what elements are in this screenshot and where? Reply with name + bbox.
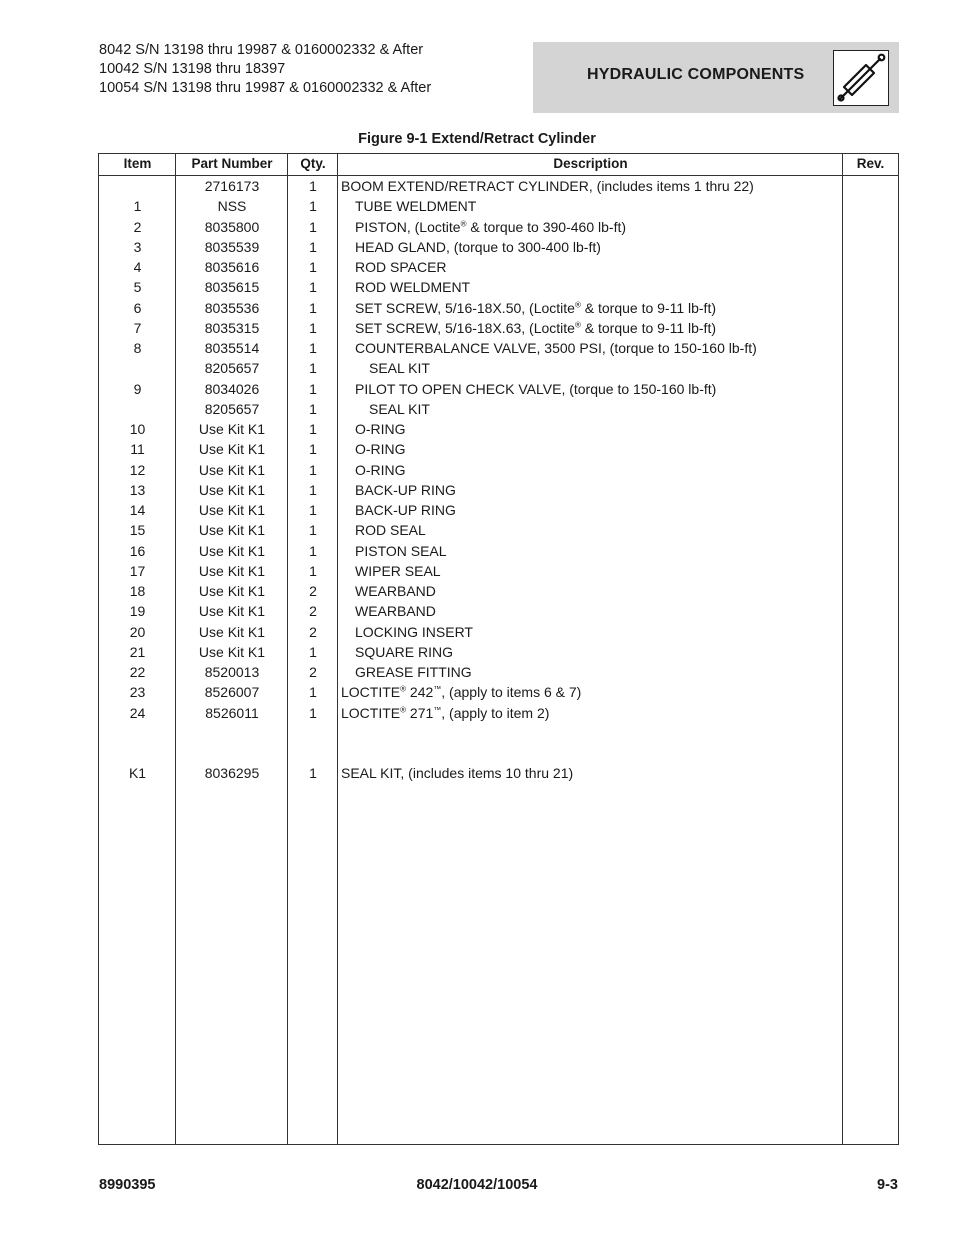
- table-row: [99, 217, 898, 237]
- description: [341, 439, 406, 459]
- description: [341, 460, 406, 480]
- description: [341, 682, 581, 702]
- description-text: WIPER SEAL: [355, 562, 441, 579]
- item-number: 12: [129, 461, 146, 478]
- part-number: 8035539: [204, 238, 260, 255]
- description: [341, 601, 436, 621]
- footer-page-number: 9-3: [877, 1177, 898, 1193]
- trademark-mark: ™: [433, 684, 442, 694]
- quantity: 1: [309, 481, 317, 498]
- part-number: 2716173: [204, 178, 260, 194]
- description-text: O-RING: [355, 441, 406, 458]
- description-text: ROD SEAL: [355, 522, 426, 539]
- item-number: 11: [130, 441, 145, 458]
- part-number: Use Kit K1: [198, 522, 266, 539]
- description-text: SQUARE RING: [355, 643, 454, 660]
- item-number: 18: [129, 583, 146, 599]
- part-number: 8205657: [204, 360, 260, 377]
- quantity: 1: [309, 461, 317, 478]
- table-row: [99, 338, 898, 358]
- part-number: 8526011: [205, 704, 259, 721]
- quantity: 2: [309, 603, 317, 620]
- table-row: [99, 318, 898, 338]
- table-row: [99, 277, 898, 297]
- item-number: 9: [133, 380, 142, 397]
- quantity: 1: [309, 522, 317, 539]
- section-title: HYDRAULIC COMPONENTS: [587, 66, 805, 83]
- trademark-mark: ™: [433, 704, 442, 714]
- description: [341, 379, 716, 399]
- description-text: & torque to 390-460 lb-ft): [466, 218, 627, 235]
- description-text: BACK-UP RING: [355, 502, 456, 518]
- table-row: [99, 358, 898, 378]
- description-text: , (apply to items 6 & 7): [441, 684, 582, 701]
- description-text: LOCTITE: [341, 704, 401, 721]
- description: [341, 419, 406, 439]
- quantity: 1: [309, 178, 317, 194]
- description: [341, 703, 549, 723]
- description: [341, 298, 716, 318]
- table-row: [99, 237, 898, 257]
- description: [341, 622, 473, 642]
- item-number: 23: [129, 684, 146, 701]
- table-row: [99, 601, 898, 621]
- description: [341, 763, 573, 783]
- part-number: 8035616: [204, 259, 260, 275]
- part-number: Use Kit K1: [198, 643, 266, 660]
- quantity: 1: [309, 319, 317, 336]
- part-number: Use Kit K1: [198, 461, 266, 478]
- column-header-description: Description: [553, 156, 628, 171]
- hydraulic-cylinder-icon: [833, 50, 889, 106]
- description-text: BACK-UP RING: [355, 481, 456, 498]
- quantity: 1: [309, 259, 317, 275]
- table-row: [99, 682, 898, 702]
- table-row: [99, 439, 898, 459]
- parts-table: [98, 153, 899, 1145]
- quantity: 1: [309, 218, 317, 235]
- description: [341, 399, 430, 419]
- quantity: 1: [309, 765, 317, 782]
- quantity: 1: [309, 562, 317, 579]
- part-number: Use Kit K1: [198, 421, 266, 437]
- table-row: [99, 419, 898, 439]
- item-number: 15: [129, 522, 146, 539]
- quantity: 1: [309, 198, 317, 215]
- description-text: WEARBAND: [355, 603, 436, 620]
- table-row: [99, 622, 898, 642]
- description: [341, 500, 456, 520]
- table-row: [99, 257, 898, 277]
- registered-mark: ®: [574, 299, 581, 309]
- table-row: [99, 662, 898, 682]
- quantity: 1: [309, 643, 317, 660]
- item-number: 4: [133, 259, 142, 275]
- table-row: [99, 561, 898, 581]
- description: [341, 561, 441, 581]
- part-number: Use Kit K1: [198, 603, 266, 620]
- item-number: 7: [133, 319, 142, 336]
- description-text: HEAD GLAND, (torque to 300-400 lb-ft): [355, 238, 601, 255]
- table-row: [99, 480, 898, 500]
- serial-line: 8042 S/N 13198 thru 19987 & 0160002332 & After: [99, 42, 424, 58]
- item-number: 16: [129, 542, 146, 559]
- part-number: Use Kit K1: [198, 502, 266, 518]
- description-text: & torque to 9-11 lb-ft): [580, 319, 716, 336]
- part-number: 8520013: [204, 664, 260, 680]
- table-row: [99, 176, 898, 196]
- item-number: 10: [129, 421, 146, 437]
- quantity: 1: [309, 400, 317, 417]
- description: [341, 480, 456, 500]
- column-header-item: Item: [123, 156, 152, 171]
- item-number: 20: [129, 623, 146, 640]
- item-number: 3: [133, 238, 142, 255]
- description-text: LOCTITE: [341, 684, 401, 701]
- table-body: [99, 176, 898, 784]
- description: [341, 662, 472, 682]
- description: [341, 581, 436, 601]
- part-number: Use Kit K1: [198, 542, 266, 559]
- quantity: 1: [309, 380, 317, 397]
- part-number: Use Kit K1: [198, 441, 266, 458]
- item-number: 17: [129, 562, 146, 579]
- table-row: [99, 379, 898, 399]
- figure-title: Figure 9-1 Extend/Retract Cylinder: [358, 131, 596, 147]
- registered-mark: ®: [460, 218, 467, 228]
- description: [341, 257, 447, 277]
- part-number: 8036295: [204, 765, 260, 782]
- item-number: 19: [129, 603, 146, 620]
- description-text: O-RING: [355, 461, 406, 478]
- section-header-box: [533, 42, 899, 113]
- description-text: PISTON, (Loctite: [355, 218, 461, 235]
- quantity: 1: [309, 502, 317, 518]
- description-text: WEARBAND: [355, 583, 436, 599]
- quantity: 1: [309, 340, 317, 356]
- registered-mark: ®: [574, 320, 581, 330]
- description-text: COUNTERBALANCE VALVE, 3500 PSI, (torque to 150-160 lb-ft): [355, 340, 757, 356]
- registered-mark: ®: [400, 704, 407, 714]
- description-text: LOCKING INSERT: [355, 623, 473, 640]
- description-text: SEAL KIT: [369, 400, 430, 417]
- quantity: 1: [309, 421, 317, 437]
- description: [341, 520, 426, 540]
- item-number: 21: [129, 643, 146, 660]
- description: [341, 237, 601, 257]
- table-row: [99, 763, 898, 783]
- description-text: O-RING: [355, 421, 406, 437]
- part-number: 8035615: [204, 279, 260, 296]
- table-row: [99, 460, 898, 480]
- part-number: 8035514: [204, 340, 260, 356]
- description-text: GREASE FITTING: [355, 664, 472, 680]
- part-number: 8205657: [204, 400, 260, 417]
- item-number: 2: [133, 218, 142, 235]
- column-header-rev: Rev.: [856, 156, 885, 171]
- quantity: 1: [309, 238, 317, 255]
- item-number: 24: [129, 704, 146, 721]
- description-text: & torque to 9-11 lb-ft): [580, 299, 716, 316]
- table-row: [99, 642, 898, 662]
- item-number: 14: [129, 502, 146, 518]
- description: [341, 176, 754, 196]
- table-row: [99, 703, 898, 723]
- part-number: NSS: [217, 198, 247, 215]
- quantity: 1: [309, 279, 317, 296]
- table-header: [99, 154, 898, 176]
- serial-number-block: [99, 41, 431, 98]
- table-row: [99, 581, 898, 601]
- quantity: 1: [309, 299, 317, 316]
- description-text: TUBE WELDMENT: [355, 198, 477, 215]
- serial-line: 10042 S/N 13198 thru 18397: [99, 61, 286, 77]
- table-row: [99, 298, 898, 318]
- description-text: SET SCREW, 5/16-18X.63, (Loctite: [355, 319, 575, 336]
- description-text: SET SCREW, 5/16-18X.50, (Loctite: [355, 299, 575, 316]
- quantity: 2: [309, 623, 317, 640]
- item-number: 22: [129, 664, 146, 680]
- part-number: Use Kit K1: [198, 583, 266, 599]
- part-number: 8035315: [204, 319, 260, 336]
- description-text: SEAL KIT, (includes items 10 thru 21): [341, 765, 574, 782]
- quantity: 1: [309, 441, 317, 458]
- description: [341, 541, 447, 561]
- quantity: 1: [309, 360, 317, 377]
- column-header-part-number: Part Number: [191, 156, 273, 171]
- part-number: 8035536: [204, 299, 260, 316]
- description: [341, 338, 757, 358]
- registered-mark: ®: [400, 684, 407, 694]
- description: [341, 358, 430, 378]
- item-number: 8: [133, 340, 142, 356]
- description-text: 242: [406, 684, 434, 701]
- table-row: [99, 399, 898, 419]
- item-number: K1: [128, 765, 147, 782]
- footer-document-number: 8990395: [99, 1177, 156, 1193]
- description-text: , (apply to item 2): [441, 704, 550, 721]
- description-text: PISTON SEAL: [355, 542, 447, 559]
- item-number: 6: [133, 299, 142, 316]
- description-text: ROD WELDMENT: [355, 279, 471, 296]
- table-spacer: [99, 723, 898, 764]
- description-text: 271: [406, 704, 434, 721]
- quantity: 1: [309, 704, 317, 721]
- description: [341, 217, 626, 237]
- item-number: 13: [129, 481, 146, 498]
- part-number: 8526007: [204, 684, 260, 701]
- part-number: Use Kit K1: [198, 481, 266, 498]
- part-number: 8035800: [204, 218, 260, 235]
- part-number: 8034026: [204, 380, 260, 397]
- quantity: 1: [309, 684, 317, 701]
- part-number: Use Kit K1: [198, 623, 266, 640]
- description-text: PILOT TO OPEN CHECK VALVE, (torque to 150-160 lb-ft): [355, 380, 717, 397]
- quantity: 1: [309, 542, 317, 559]
- table-row: [99, 500, 898, 520]
- description: [341, 277, 470, 297]
- table-row: [99, 196, 898, 216]
- quantity: 2: [309, 583, 317, 599]
- description-text: ROD SPACER: [355, 259, 447, 275]
- part-number: Use Kit K1: [198, 562, 266, 579]
- description-text: BOOM EXTEND/RETRACT CYLINDER, (includes items 1 thru 22): [341, 178, 754, 194]
- item-number: 1: [133, 198, 142, 215]
- column-header-qty: Qty.: [300, 156, 326, 171]
- description: [341, 196, 476, 216]
- description-text: SEAL KIT: [369, 360, 430, 377]
- footer-model-numbers: 8042/10042/10054: [416, 1177, 538, 1193]
- serial-line: 10054 S/N 13198 thru 19987 & 0160002332 & After: [99, 80, 432, 96]
- description: [341, 318, 716, 338]
- table-row: [99, 520, 898, 540]
- item-number: 5: [133, 279, 142, 296]
- table-row: [99, 541, 898, 561]
- quantity: 2: [309, 664, 317, 680]
- description: [341, 642, 453, 662]
